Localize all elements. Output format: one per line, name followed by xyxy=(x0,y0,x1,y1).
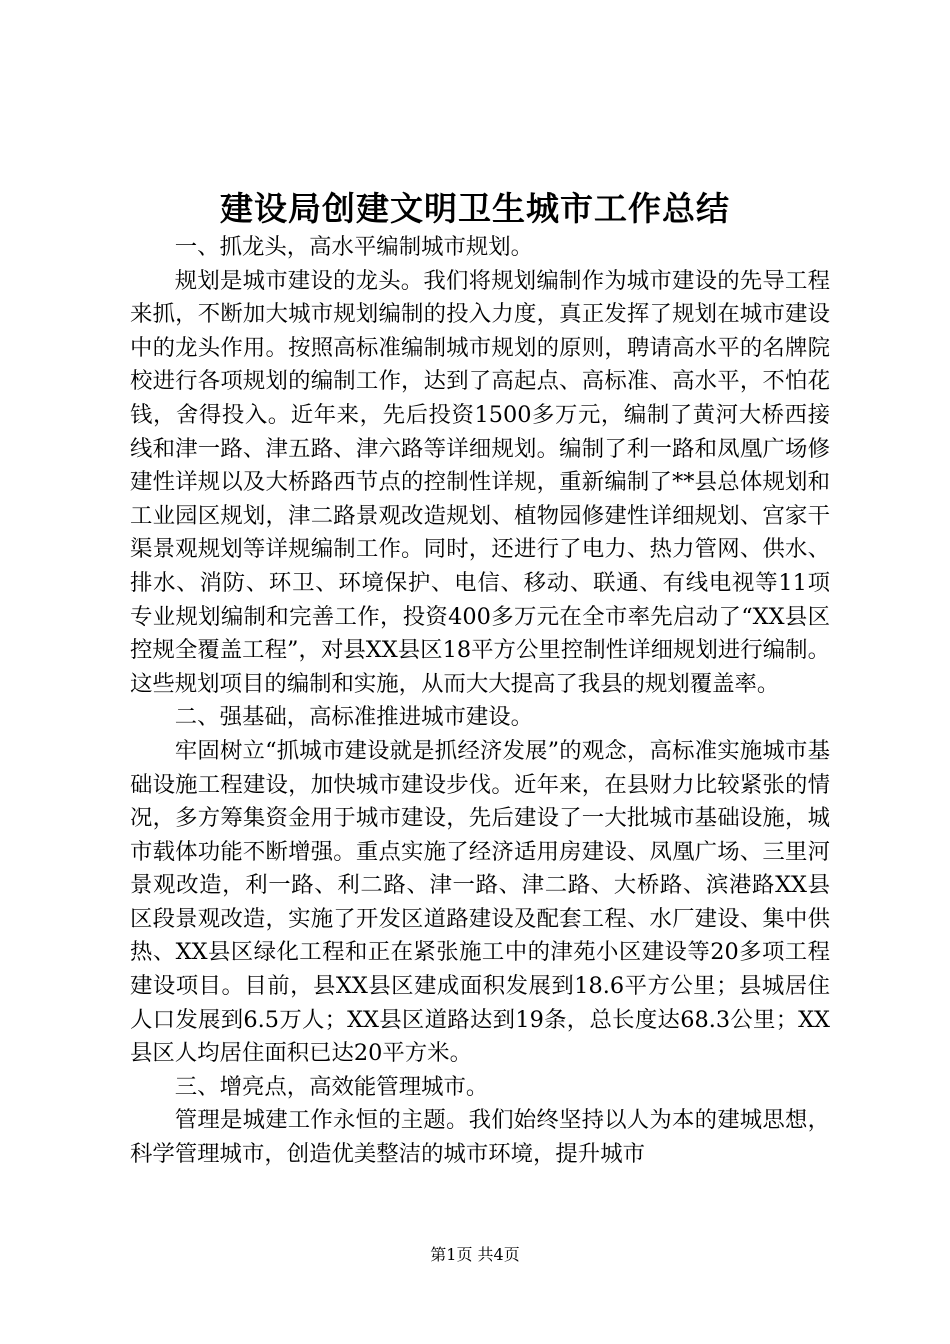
section-paragraph-1: 规划是城市建设的龙头。我们将规划编制作为城市建设的先导工程来抓，不断加大城市规划编制的投入力度，真正发挥了规划在城市建设中的龙头作用。按照高标准编制城市规划的原则，聘请高水平的名牌院校进行各项规划的编制工作，达到了高起点、高标准、高水平，不怕花钱，舍得投入。近年来，先后投资1500多万元，编制了黄河大桥西接线和津一路、津五路、津六路等详细规划。编制了利一路和凤凰广场修建性详规以及大桥路西节点的控制性详规，重新编制了**县总体规划和工业园区规划，津二路景观改造规划、植物园修建性详细规划、宫家干渠景观规划等详规编制工作。同时，还进行了电力、热力管网、供水、排水、消防、环卫、环境保护、电信、移动、联通、有线电视等11项专业规划编制和完善工作，投资400多万元在全市率先启动了“XX县区控规全覆盖工程”，对县XX县区18平方公里控制性详细规划进行编制。这些规划项目的编制和实施，从而大大提高了我县的规划覆盖率。 xyxy=(130,267,830,697)
section-paragraph-2: 牢固树立“抓城市建设就是抓经济发展”的观念，高标准实施城市基础设施工程建设，加快城市建设步伐。近年来，在县财力比较紧张的情况，多方筹集资金用于城市建设，先后建设了一大批城市基础设施，城市载体功能不断增强。重点实施了经济适用房建设、凤凰广场、三里河景观改造，利一路、利二路、津一路、津二路、大桥路、滨港路XX县区段景观改造，实施了开发区道路建设及配套工程、水厂建设、集中供热、XX县区绿化工程和正在紧张施工中的津苑小区建设等20多项工程建设项目。目前，县XX县区建成面积发展到18.6平方公里；县城居住人口发展到6.5万人；XX县区道路达到19条，总长度达68.3公里；XX县区人均居住面积已达20平方米。 xyxy=(130,737,830,1067)
page-number-footer: 第1页 共4页 xyxy=(430,1245,520,1264)
section-heading-1: 一、抓龙头，高水平编制城市规划。 xyxy=(174,234,534,260)
document-body xyxy=(130,231,830,1172)
document-title: 建设局创建文明卫生城市工作总结 xyxy=(220,189,730,228)
section-heading-2: 二、强基础，高标准推进城市建设。 xyxy=(174,704,534,731)
section-heading-3: 三、增亮点，高效能管理城市。 xyxy=(174,1073,489,1100)
section-paragraph-3: 管理是城建工作永恒的主题。我们始终坚持以人为本的建城思想，科学管理城市，创造优美整洁的城市环境，提升城市 xyxy=(130,1107,830,1168)
